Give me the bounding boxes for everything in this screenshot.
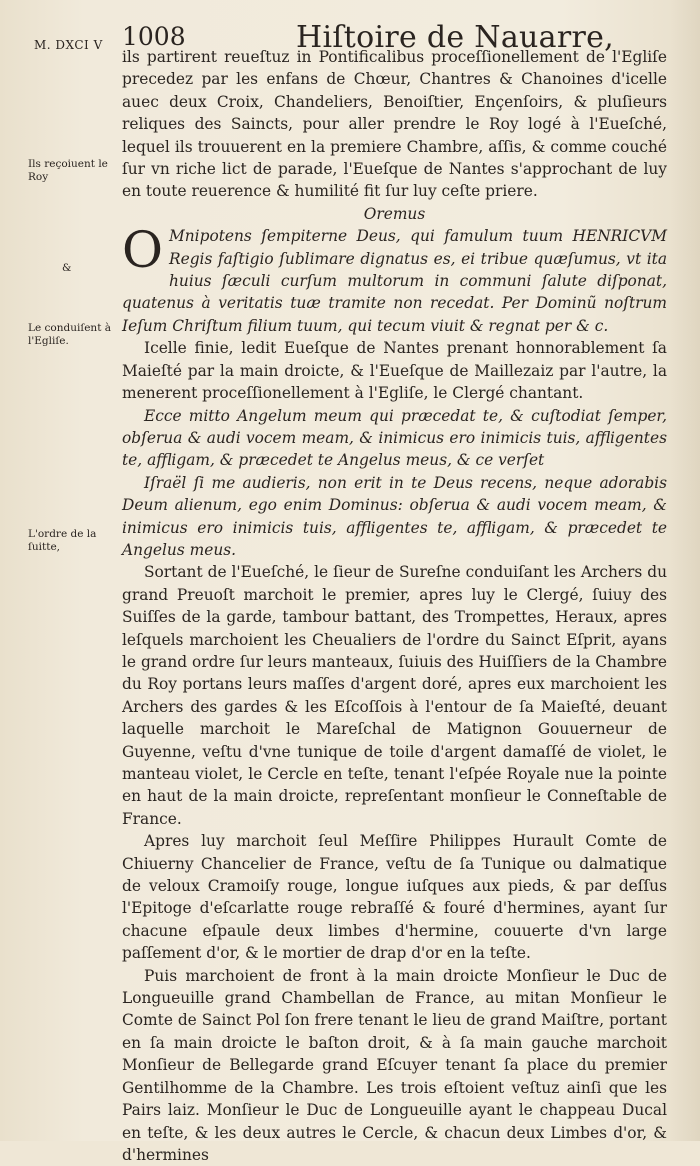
paragraph-chancellor: Apres luy marchoit ſeul Meſſire Philippes Hurault Comte de Chiuerny Chancelier de France, veſtu de ſa Tunique ou dalmatique de veloux Cramoiſy rouge, longue iuſques aux pieds, & par deſſus l'Epitoge d'eſcarlatte rouge rebraſſé & fouré d'hermines, ayant ſur chacune eſpaule deux limbes d'hermine, couuerte d'vn large paſſement d'or, & le mortier de drap d'or en la teſte. bbox=[122, 832, 667, 963]
page-number: 1008 bbox=[122, 22, 186, 51]
oremus-heading: Oremus bbox=[363, 204, 426, 223]
paragraph-clergy-procession: ils partirent reueſtuz in Pontificalibus proceſſionellement de l'Egliſe precedez par les enfans de Chœur, Chantres & Chanoines d'icelle auec deux Croix, Chandeliers, Benoiſtier, Ençenſoirs, & pluſieurs reliques des Saincts, pour aller prendre le Roy logé à l'Eueſché, lequel ils trouuerent en la premiere Chambre, aſſis, & comme couché ſur vn riche lict de parade, l'Eueſque de Nantes s'approchant de luy en toute reuerence & humilité fit ſur luy ceſte priere. bbox=[122, 48, 667, 201]
paragraph-to-church: Icelle finie, ledit Eueſque de Nantes prenant honnorablement ſa Maieſté par la main droicte, & l'Eueſque de Maillezaiz par l'autre, la menerent proceſſionellement à l'Egliſe, le Clergé chantant. bbox=[122, 339, 667, 403]
paragraph-procession-order: Sortant de l'Eueſché, le ſieur de Sureſne conduiſant les Archers du grand Preuoſt marchoit le premier, apres luy le Clergé, ſuiuy des Suiſſes de la garde, tambour battant, des Trompettes, Heraux, apres leſquels marchoient les Cheualiers de l'ordre du Sainct Eſprit, ayans le grand ordre ſur leurs manteaux, ſuiuis des Huiſſiers de la Chambre du Roy portans leurs maſſes d'argent doré, apres eux marchoient les Archers des gardes & les Eſcoſſois à l'entour de ſa Maieſté, deuant laquelle marchoit le Mareſchal de Matignon Gouuerneur de Guyenne, veſtu d'vne tunique de toile d'argent damaſſé de violet, le manteau violet, le Cercle en teſte, tenant l'eſpée Royale nue la pointe en haut de la main droicte, repreſentant monſieur le Conneſtable de France. bbox=[122, 563, 667, 828]
prayer-text bbox=[122, 221, 667, 337]
body-text bbox=[122, 46, 667, 1166]
prayer-body: Mnipotens ſempiterne Deus, qui famulum tuum HENRICVM Regis faſtigio ſublimare dignatus es, ei tribue quæſumus, vt ita huius ſæculi curſum multorum in communi ſalute diſponat, quatenus à veritatis tuæ tramite non recedat. Per Dominũ noſtrum Ieſum Chriſtum filium tuum, qui tecum viuit & regnat per & c. bbox=[122, 227, 667, 335]
paragraph-grand-officers: Puis marchoient de front à la main droicte Monſieur le Duc de Longueuille grand Chambellan de France, au mitan Monſieur le Comte de Sainct Pol ſon frere tenant le lieu de grand Maiſtre, portant en ſa main droicte le baſton droit, & à ſa main gauche marchoit Monſieur de Bellegarde grand Eſcuyer tenant ſa place du premier Gentilhomme de la Chambre. Les trois eſtoient veſtuz ainſi que les Pairs laiz. Monſieur le Duc de Longueuille ayant le chappeau Ducal en teſte, & les deux autres le Cercle, & chacun deux Limbes d'or, & d'hermines bbox=[122, 966, 667, 1164]
page-edge-shadow bbox=[670, 0, 700, 1141]
margin-note-procession-order: L'ordre de la ſuitte, bbox=[28, 528, 97, 553]
margin-note-ampersand: & bbox=[62, 262, 72, 274]
margin-note-lead-to-church: Le conduiſent à l'Egliſe. bbox=[28, 322, 112, 347]
running-title: Hiſtoire de Nauarre, bbox=[296, 20, 615, 55]
regnal-year: M. DXCI V bbox=[34, 38, 103, 52]
paragraph-israel: Iſraël ſi me audieris, non erit in te Deus recens, neque adorabis Deum alienum, ego enim Dominus: obſerua & audi vocem meam, & inimicus ero inimicis tuis, affligentes te, affligam, & præcedet te Angelus meus. bbox=[122, 473, 667, 559]
drop-cap-initial: O bbox=[122, 221, 163, 280]
paragraph-ecce-mitto: Ecce mitto Angelum meum qui præcedat te, & cuſtodiat ſemper, obſerua & audi vocem meam, & inimicus ero inimicis tuis, affligentes te, affligam, & præcedet te Angelus meus, & ce verſet bbox=[122, 406, 667, 470]
margin-note-receive-king: Ils reçoiuent le Roy bbox=[28, 158, 108, 183]
